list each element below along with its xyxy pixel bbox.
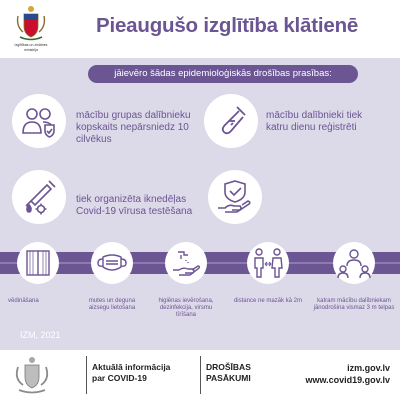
distance-people-icon xyxy=(251,246,285,280)
requirement-group-circle xyxy=(12,94,66,148)
measure-hygiene-label: higiēnas ievērošana, dezinfekcija, virsmu tīrīšana xyxy=(158,298,214,319)
pipette-virus-icon xyxy=(19,177,59,217)
measure-mask-label: mutes un deguna aizsegu lietošana xyxy=(88,298,136,312)
footer-info-line1: Aktuālā informācija xyxy=(92,362,171,372)
ministry-logo xyxy=(6,4,56,56)
test-tube-icon xyxy=(213,103,249,139)
footer xyxy=(0,350,400,400)
coat-of-arms-icon xyxy=(10,355,54,395)
footer-safety-line2: PASĀKUMI xyxy=(206,372,251,383)
requirement-group-text: mācību grupas dalībnieku kopskaits nepārsniedz 10 cilvēkus xyxy=(76,110,191,145)
footer-info xyxy=(92,362,170,383)
measure-ventilation-label: vēdināšana xyxy=(8,298,39,304)
requirement-protection-circle xyxy=(208,170,262,224)
requirement-testing-text: tiek organizēta iknedēļas Covid-19 vīrusa testēšana xyxy=(76,194,193,217)
footer-link-izm[interactable]: izm.gov.lv xyxy=(347,363,390,373)
group-space-icon xyxy=(337,246,371,280)
requirement-register-text: mācību dalībnieki tiek katru dienu reģistrēti xyxy=(266,110,363,133)
coat-of-arms-icon xyxy=(14,4,48,42)
requirement-testing-circle xyxy=(12,170,66,224)
header xyxy=(0,0,400,58)
measure-mask-circle xyxy=(91,242,133,284)
intro-pill: jāievēro šādas epidemioloģiskās drošības prasības: xyxy=(88,65,358,83)
footer-safety-line1: DROŠĪBAS xyxy=(206,362,251,372)
footer-link-covid[interactable]: www.covid19.gov.lv xyxy=(305,374,390,385)
main-panel xyxy=(0,58,400,350)
footer-info-line2: par COVID-19 xyxy=(92,372,147,383)
measure-space-label: katram mācību dalībniekam jānodrošina vismaz 3 m telpas xyxy=(313,298,395,312)
page-title: Pieaugušo izglītība klātienē xyxy=(96,14,359,37)
face-mask-icon xyxy=(96,251,128,275)
handwash-icon xyxy=(170,248,202,278)
measure-distance-circle xyxy=(247,242,289,284)
logo-text-line1: Izglītības un zinātnes xyxy=(14,43,48,47)
measure-distance-label: distance ne mazāk kā 2m xyxy=(233,298,303,304)
logo-text-line2: ministrija xyxy=(24,47,38,52)
measure-ventilation-circle xyxy=(17,242,59,284)
requirement-register-circle xyxy=(204,94,258,148)
group-icon xyxy=(19,103,59,139)
footer-safety xyxy=(206,362,251,383)
year-credit: IZM, 2021 xyxy=(20,330,61,340)
hand-shield-icon xyxy=(215,178,255,216)
footer-separator xyxy=(200,356,201,394)
measure-space-circle xyxy=(333,242,375,284)
window-ventilation-icon xyxy=(23,248,53,278)
footer-separator xyxy=(86,356,87,394)
measure-hygiene-circle xyxy=(165,242,207,284)
footer-links xyxy=(305,363,390,386)
